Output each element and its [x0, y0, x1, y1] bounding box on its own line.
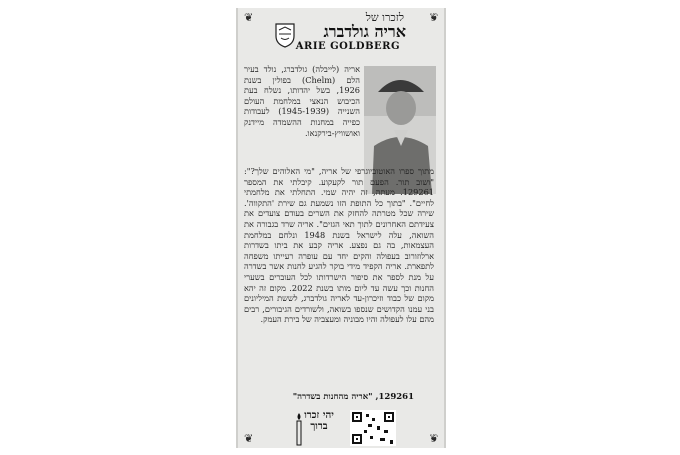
- qr-code-icon: [350, 410, 396, 446]
- ornament-icon: ❦: [428, 432, 438, 445]
- plaque-heading: לזכרו של: [365, 11, 404, 24]
- name-hebrew: אריה גולדברג: [323, 22, 406, 41]
- name-english: ARIE GOLDBERG: [295, 41, 400, 52]
- paragraph-biography: מתוך ספרו האוטוביוגרפי של אריה, "מי האלוהים שלך?": "ושוב תור. הפעם תור לקעקוע. קיבלתי את המספר 129261. מעתה, זה יהיה שמי. התחלתי את מלחמתי לחיים". "בתוך כל התופת הזו נשמעת גם שירת 'התקווה'. שירה שכל מטרתה להחזק את השרים בעודם צועדים את צעידתם האחרונים לתוך תאי הגזים". אריה שרד בגבורה את השואה, עלה לישראל בשנת 1948 ונלחם במלחמת העצמאות, בה גם נפצע. אריה קבע את ביתו בשדרות ארלוזורוב בעפולה והקים יחד עם עופרה רעייתו משפחה לתפארת. אריה הקפיד מידי בוקר להגיע לחנות אשר בשדרה על מנת לספר את סיפור הישרדותו לכל העוברים בשערי החנות וכך עשה עד ליום מותו בשנת 2022. מקום זה יהא מקום של כבוד וזיכרון-עד לאריה גולדברג, לששת המיליונים בני עמנו הקדושים שנספו בשואה, ולשורדים הגיבורים, רבים מהם עלו לעפולה והיו מבוניה ומעצביה של בירת העמק.: [244, 166, 434, 325]
- candle-icon: [294, 412, 304, 446]
- paragraph-early-life: אריה (לייבלה) גולדברג, נולד בעיר הלם (Chelm) בפולין בשנת 1926, בשל יהדותו, נשלח בעת הכיבוש הנאצי במלחמת העולם השנייה (1945-1939) לעבודות כפייה במחנות ההשמדה מיידנק ואושוויץ-בירקנאו.: [244, 64, 360, 138]
- city-emblem-icon: [274, 22, 296, 48]
- ornament-icon: ❦: [428, 11, 438, 24]
- plaque-footer: 129261, "אריה מהחנות בשדרה": [292, 392, 414, 402]
- memorial-phrase: יהי זכרו ברוך: [304, 410, 334, 432]
- ornament-icon: ❦: [244, 11, 254, 24]
- memorial-plaque: [236, 8, 446, 448]
- ornament-icon: ❦: [244, 432, 254, 445]
